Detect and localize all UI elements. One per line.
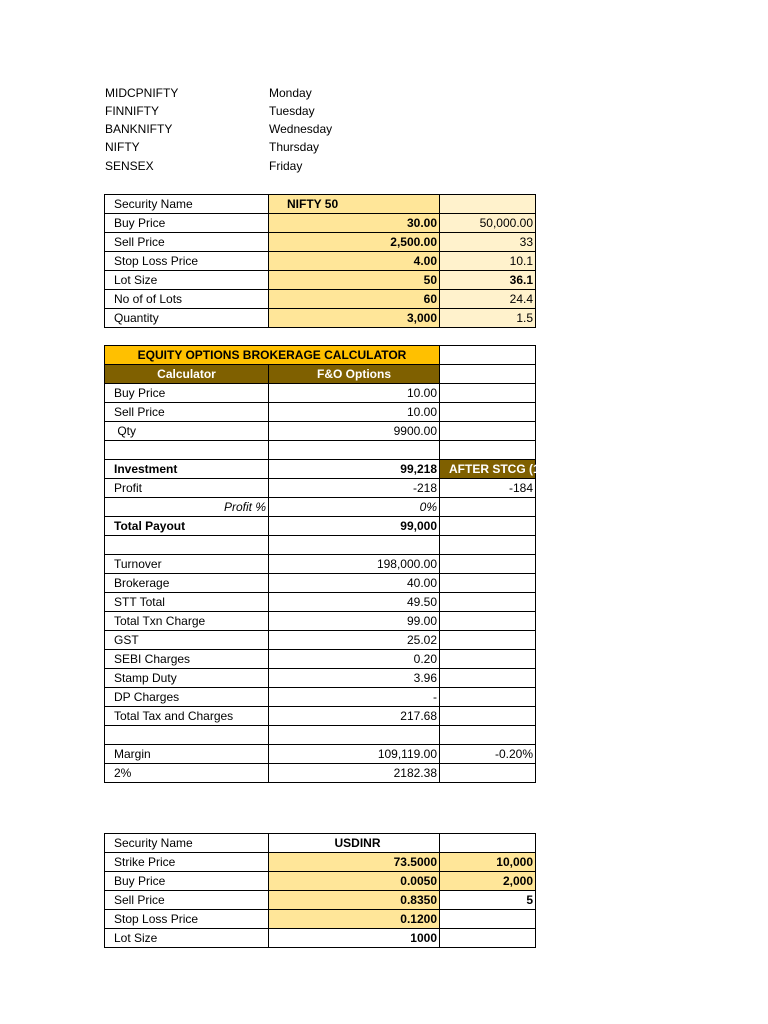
table-row [105, 726, 536, 745]
investment-value: 99,218 [269, 460, 440, 479]
qty-input[interactable]: 9900.00 [269, 422, 440, 441]
extra-cell[interactable]: 50,000.00 [440, 214, 536, 233]
empty-cell [105, 726, 269, 745]
cell-label: Buy Price [105, 384, 269, 403]
table-row [105, 214, 536, 233]
cell-label: Profit [105, 479, 269, 498]
cell-label: Profit % [105, 498, 269, 517]
index-name: NIFTY [105, 140, 140, 154]
extra-cell[interactable]: 1.5 [440, 309, 536, 328]
table-row [105, 891, 536, 910]
table-row [105, 346, 536, 365]
cell-label: Stop Loss Price [105, 252, 269, 271]
security-name-cell[interactable]: USDINR [269, 834, 440, 853]
index-name: FINNIFTY [105, 104, 159, 118]
expiry-day: Friday [269, 159, 303, 173]
index-name: SENSEX [105, 159, 154, 173]
table-row [105, 290, 536, 309]
value-cell[interactable]: 2,500.00 [269, 233, 440, 252]
table-row [105, 365, 536, 384]
brokerage-calculator-table [104, 345, 547, 783]
expiry-day: Wednesday [269, 122, 333, 136]
cell-label: Quantity [105, 309, 269, 328]
cell-label: Investment [105, 460, 269, 479]
after-stcg-header: AFTER STCG (15 [440, 460, 536, 479]
extra-cell[interactable]: 10.1 [440, 252, 536, 271]
expiry-day: Monday [269, 86, 312, 100]
charge-value: 3.96 [269, 669, 440, 688]
charge-value: 217.68 [269, 707, 440, 726]
empty-cell [269, 441, 440, 460]
cell-label: Turnover [105, 555, 269, 574]
charge-value: 40.00 [269, 574, 440, 593]
cell-label: Strike Price [105, 853, 269, 872]
cell-label: Brokerage [105, 574, 269, 593]
table-row [105, 233, 536, 252]
expiry-row [105, 102, 405, 120]
table-row [105, 929, 536, 948]
charge-value: 25.02 [269, 631, 440, 650]
sell-price-input[interactable]: 10.00 [269, 403, 440, 422]
fo-options-column-header: F&O Options [269, 365, 440, 384]
two-percent-value: 2182.38 [269, 764, 440, 783]
margin-value: 109,119.00 [269, 745, 440, 764]
table-row [105, 555, 536, 574]
cell-label: Sell Price [105, 233, 269, 252]
table-row [105, 195, 536, 214]
cell-label: Total Payout [105, 517, 269, 536]
table-row [105, 498, 536, 517]
table-row [105, 309, 536, 328]
cell-label: Security Name [105, 195, 269, 214]
cell-label: Lot Size [105, 271, 269, 290]
extra-cell[interactable]: 2,000 [440, 872, 536, 891]
calculator-title: EQUITY OPTIONS BROKERAGE CALCULATOR [105, 346, 440, 365]
charge-value: 49.50 [269, 593, 440, 612]
value-cell[interactable]: 0.8350 [269, 891, 440, 910]
extra-cell[interactable]: 10,000 [440, 853, 536, 872]
table-row [105, 422, 536, 441]
calculator-column-header: Calculator [105, 365, 269, 384]
margin-percent-value: -0.20% [440, 745, 536, 764]
table-row [105, 669, 536, 688]
table-row [105, 834, 536, 853]
value-cell[interactable]: 50 [269, 271, 440, 290]
extra-cell[interactable]: 36.1 [440, 271, 536, 290]
cell-label: Total Txn Charge [105, 612, 269, 631]
expiry-row [105, 138, 405, 156]
nifty-trade-table [104, 194, 536, 328]
table-row [105, 574, 536, 593]
extra-cell[interactable]: 24.4 [440, 290, 536, 309]
value-cell[interactable]: 30.00 [269, 214, 440, 233]
empty-cell [105, 441, 269, 460]
extra-cell[interactable] [440, 834, 536, 853]
table-row [105, 536, 536, 555]
extra-cell[interactable]: 33 [440, 233, 536, 252]
expiry-day: Thursday [269, 140, 320, 154]
table-row [105, 403, 536, 422]
expiry-row [105, 120, 405, 138]
cell-label: Buy Price [105, 214, 269, 233]
security-name-cell[interactable]: NIFTY 50 [269, 195, 440, 214]
cell-label: Margin [105, 745, 269, 764]
table-row [105, 441, 536, 460]
value-cell[interactable]: 1000 [269, 929, 440, 948]
usdinr-trade-table [104, 833, 536, 948]
expiry-row [105, 84, 405, 102]
expiry-row [105, 157, 405, 175]
table-row [105, 479, 536, 498]
cell-label: Stop Loss Price [105, 910, 269, 929]
profit-after-stcg-value: -184 [440, 479, 536, 498]
extra-cell[interactable] [440, 195, 536, 214]
total-payout-value: 99,000 [269, 517, 440, 536]
cell-label: GST [105, 631, 269, 650]
empty-cell [269, 726, 440, 745]
value-cell[interactable]: 4.00 [269, 252, 440, 271]
value-cell[interactable]: 60 [269, 290, 440, 309]
table-row [105, 271, 536, 290]
table-row [105, 460, 536, 479]
table-row [105, 384, 536, 403]
charge-value: 99.00 [269, 612, 440, 631]
cell-label: Security Name [105, 834, 269, 853]
cell-label: Qty [105, 422, 269, 441]
index-name: MIDCPNIFTY [105, 86, 179, 100]
table-row [105, 745, 536, 764]
index-name: BANKNIFTY [105, 122, 173, 136]
table-row [105, 650, 536, 669]
empty-cell [269, 536, 440, 555]
charge-value: 0.20 [269, 650, 440, 669]
table-row [105, 688, 536, 707]
table-row [105, 517, 536, 536]
table-row [105, 612, 536, 631]
charge-value: 198,000.00 [269, 555, 440, 574]
table-row [105, 593, 536, 612]
value-cell[interactable]: 0.0050 [269, 872, 440, 891]
extra-cell[interactable] [440, 929, 536, 948]
extra-cell[interactable] [440, 910, 536, 929]
table-row [105, 910, 536, 929]
cell-label: 2% [105, 764, 269, 783]
value-cell[interactable]: 3,000 [269, 309, 440, 328]
extra-cell[interactable]: 5 [440, 891, 536, 910]
value-cell[interactable]: 0.1200 [269, 910, 440, 929]
cell-label: Sell Price [105, 403, 269, 422]
cell-label: Total Tax and Charges [105, 707, 269, 726]
cell-label: SEBI Charges [105, 650, 269, 669]
profit-percent-value: 0% [269, 498, 440, 517]
cell-label: Lot Size [105, 929, 269, 948]
cell-label: Stamp Duty [105, 669, 269, 688]
table-row [105, 764, 536, 783]
cell-label: No of of Lots [105, 290, 269, 309]
cell-label: Sell Price [105, 891, 269, 910]
charge-value: - [269, 688, 440, 707]
cell-label: DP Charges [105, 688, 269, 707]
buy-price-input[interactable]: 10.00 [269, 384, 440, 403]
value-cell[interactable]: 73.5000 [269, 853, 440, 872]
profit-value: -218 [269, 479, 440, 498]
table-row [105, 631, 536, 650]
cell-label: STT Total [105, 593, 269, 612]
table-row [105, 853, 536, 872]
table-row [105, 872, 536, 891]
cell-label: Buy Price [105, 872, 269, 891]
empty-cell [105, 536, 269, 555]
table-row [105, 252, 536, 271]
table-row [105, 707, 536, 726]
expiry-day: Tuesday [269, 104, 315, 118]
